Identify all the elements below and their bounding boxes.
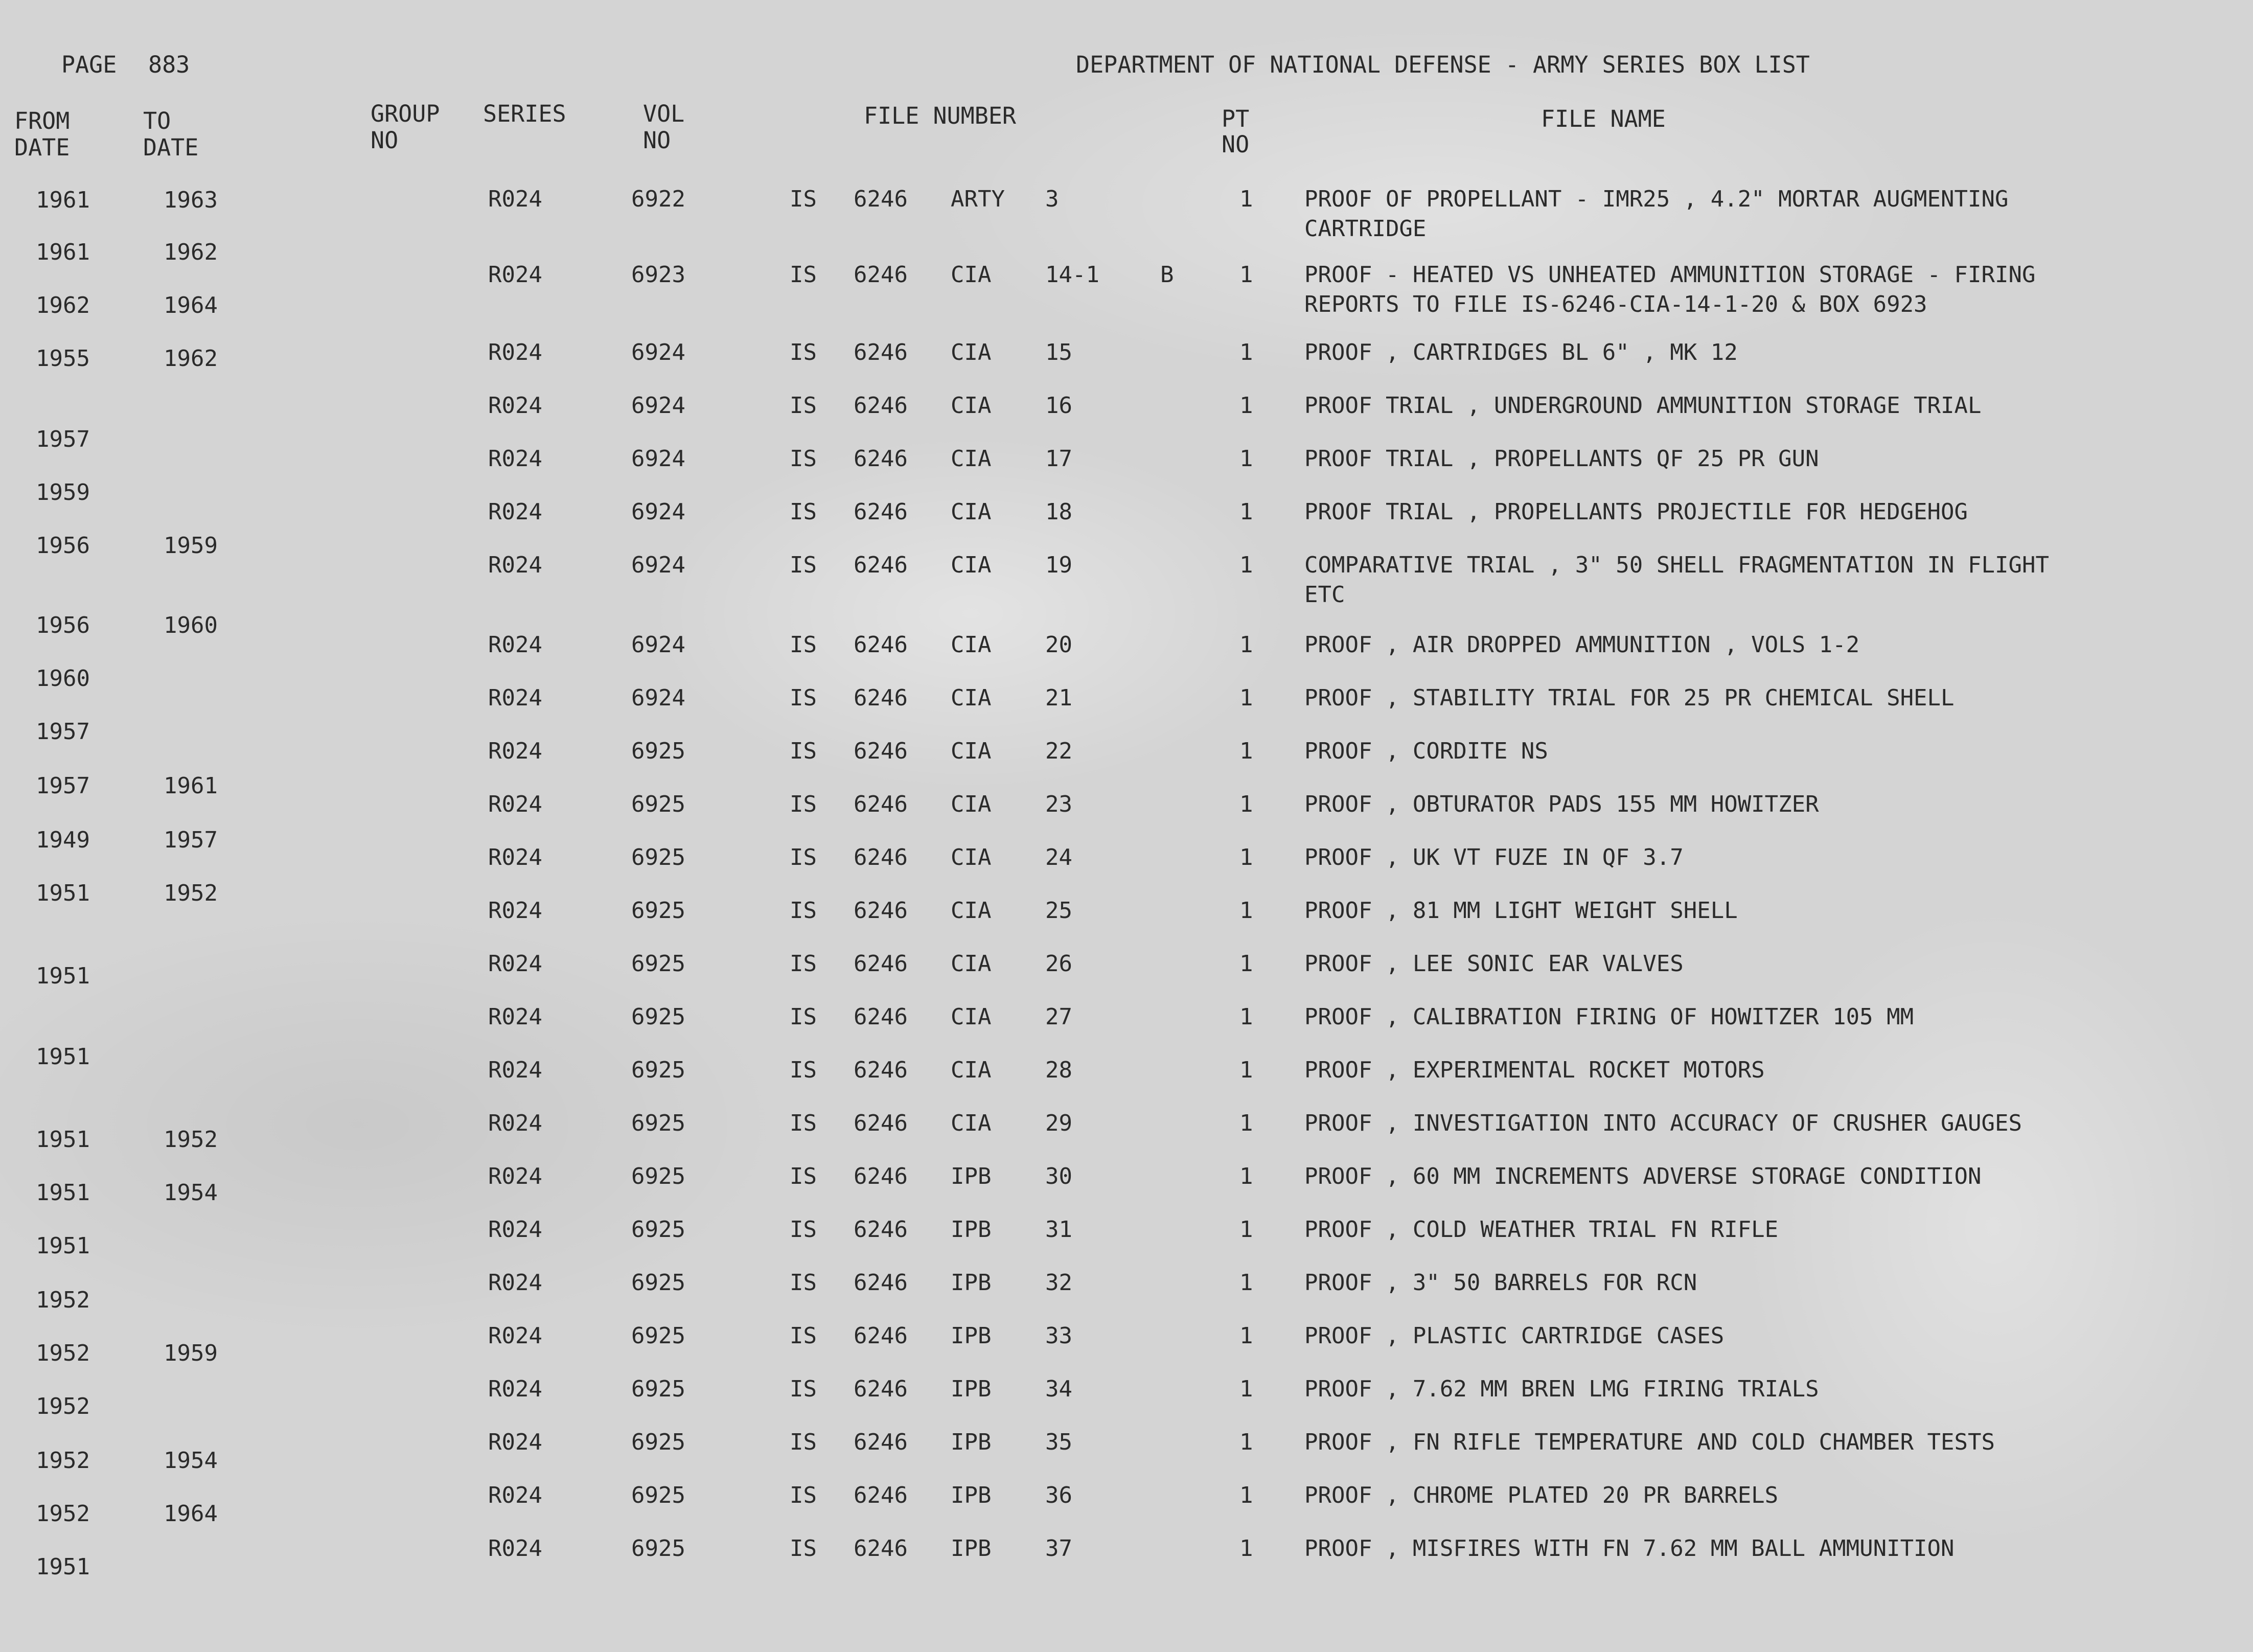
file-number-cell: 6246 [854,446,908,472]
series-cell: R024 [488,499,542,525]
file-code-cell: IPB [951,1429,992,1455]
file-subnumber-cell: 28 [1045,1057,1072,1083]
to-date: 1962 [164,346,218,372]
file-subnumber-cell: 31 [1045,1217,1072,1243]
header-to-date-line1: TO [143,107,171,134]
vol-no-cell: 6924 [631,685,685,711]
to-date: 1963 [164,187,218,213]
from-date: 1951 [36,963,90,989]
vol-no-cell: 6924 [631,499,685,525]
series-cell: R024 [488,446,542,472]
to-date: 1962 [164,239,218,265]
file-subnumber-cell: 30 [1045,1163,1072,1189]
file-prefix-cell: IS [790,844,817,870]
from-date: 1952 [36,1393,90,1419]
series-cell: R024 [488,685,542,711]
file-code-cell: CIA [951,1110,992,1136]
to-date: 1954 [164,1448,218,1474]
pt-no-cell: 1 [1239,186,1253,212]
file-prefix-cell: IS [790,1110,817,1136]
vol-no-cell: 6925 [631,1217,685,1243]
file-number-cell: 6246 [854,685,908,711]
file-subnumber-cell: 37 [1045,1535,1072,1562]
file-name-cell [1304,1431,1995,1454]
vol-no-cell: 6924 [631,393,685,419]
pt-no-cell: 1 [1239,262,1253,288]
file-code-cell: IPB [951,1323,992,1349]
header-to-date-line2: DATE [143,134,199,161]
file-prefix-cell: IS [790,186,817,212]
file-name-line1: PROOF , INVESTIGATION INTO ACCURACY OF CRUSHER GAUGES [1304,1110,2022,1136]
series-cell: R024 [488,951,542,977]
file-name-cell [1304,846,1684,869]
file-prefix-cell: IS [790,1482,817,1508]
header-file-name: FILE NAME [1541,105,1666,132]
series-cell: R024 [488,844,542,870]
vol-no-cell: 6925 [631,791,685,817]
file-code-cell: IPB [951,1163,992,1189]
file-code-cell: IPB [951,1535,992,1562]
from-date: 1951 [36,1233,90,1259]
header-from-date-line2: DATE [14,134,70,161]
pt-no-cell: 1 [1239,791,1253,817]
file-name-line1: PROOF , CHROME PLATED 20 PR BARRELS [1304,1482,1779,1508]
file-number-cell: 6246 [854,339,908,365]
file-subnumber-cell: 14-1 [1045,262,1099,288]
file-number-cell: 6246 [854,738,908,764]
file-prefix-cell: IS [790,791,817,817]
file-prefix-cell: IS [790,446,817,472]
file-name-line1: PROOF , CALIBRATION FIRING OF HOWITZER 105 MM [1304,1004,1914,1030]
file-name-cell [1304,1378,1819,1401]
file-name-cell [1304,1535,1955,1562]
series-cell: R024 [488,1482,542,1508]
file-number-cell: 6246 [854,1004,908,1030]
vol-no-cell: 6925 [631,1270,685,1296]
file-number-cell: 6246 [854,1270,908,1296]
header-group-no-line2: NO [371,127,399,154]
file-name-line1: PROOF OF PROPELLANT - IMR25 , 4.2" MORTAR AUGMENTING [1304,186,2009,212]
pt-no-cell: 1 [1239,1217,1253,1243]
vol-no-cell: 6924 [631,339,685,365]
series-cell: R024 [488,339,542,365]
pt-no-cell: 1 [1239,1004,1253,1030]
series-cell: R024 [488,738,542,764]
file-name-cell [1304,448,1819,470]
file-name-cell [1304,188,2009,240]
header-pt-no-line2: NO [1222,131,1250,158]
pt-no-cell: 1 [1239,738,1253,764]
to-date: 1952 [164,1127,218,1153]
pt-no-cell: 1 [1239,898,1253,924]
file-subnumber-cell: 23 [1045,791,1072,817]
series-cell: R024 [488,1057,542,1083]
file-name-line1: PROOF , 81 MM LIGHT WEIGHT SHELL [1304,898,1738,924]
from-date: 1952 [36,1287,90,1313]
from-date: 1956 [36,612,90,638]
file-subnumber-cell: 17 [1045,446,1072,472]
file-code-cell: IPB [951,1217,992,1243]
file-name-line1: PROOF , EXPERIMENTAL ROCKET MOTORS [1304,1057,1765,1083]
file-name-line1: PROOF , 60 MM INCREMENTS ADVERSE STORAGE CONDITION [1304,1163,1982,1189]
pt-no-cell: 1 [1239,951,1253,977]
file-name-line1: PROOF , PLASTIC CARTRIDGE CASES [1304,1323,1725,1349]
file-name-line1: PROOF TRIAL , PROPELLANTS PROJECTILE FOR HEDGEHOG [1304,499,1968,525]
file-number-cell: 6246 [854,499,908,525]
to-date: 1964 [164,1501,218,1527]
file-code-cell: IPB [951,1376,992,1402]
file-code-cell: IPB [951,1482,992,1508]
file-name-cell [1304,501,1968,523]
file-number-cell: 6246 [854,1535,908,1562]
file-number-cell: 6246 [854,1163,908,1189]
file-prefix-cell: IS [790,262,817,288]
from-date: 1952 [36,1501,90,1527]
file-name-cell [1304,554,2049,606]
pt-no-cell: 1 [1239,446,1253,472]
file-name-cell [1304,264,2035,316]
file-number-cell: 6246 [854,951,908,977]
file-name-cell [1304,1165,1982,1188]
file-subnumber-cell: 18 [1045,499,1072,525]
pt-no-cell: 1 [1239,1270,1253,1296]
file-name-cell [1304,687,1955,709]
file-prefix-cell: IS [790,1270,817,1296]
file-name-cell [1304,793,1819,816]
pt-no-cell: 1 [1239,1163,1253,1189]
page-label: PAGE [61,51,117,78]
file-code-cell: CIA [951,446,992,472]
file-name-cell [1304,1112,2022,1135]
series-cell: R024 [488,1429,542,1455]
file-number-cell: 6246 [854,186,908,212]
file-code-cell: CIA [951,393,992,419]
file-prefix-cell: IS [790,339,817,365]
from-date: 1952 [36,1448,90,1474]
series-cell: R024 [488,1004,542,1030]
vol-no-cell: 6925 [631,898,685,924]
file-code-cell: CIA [951,1057,992,1083]
file-code-cell: CIA [951,339,992,365]
file-subnumber-cell: 33 [1045,1323,1072,1349]
vol-no-cell: 6925 [631,1057,685,1083]
series-cell: R024 [488,1376,542,1402]
file-name-line1: PROOF , COLD WEATHER TRIAL FN RIFLE [1304,1217,1779,1243]
vol-no-cell: 6925 [631,1376,685,1402]
pt-no-cell: 1 [1239,1482,1253,1508]
from-date: 1955 [36,346,90,372]
file-code-cell: CIA [951,738,992,764]
series-cell: R024 [488,791,542,817]
file-name-line1: PROOF , 7.62 MM BREN LMG FIRING TRIALS [1304,1376,1819,1402]
file-name-cell [1304,740,1548,763]
file-code-cell: CIA [951,791,992,817]
file-number-cell: 6246 [854,1429,908,1455]
file-code-cell: CIA [951,685,992,711]
file-prefix-cell: IS [790,632,817,658]
file-number-cell: 6246 [854,1376,908,1402]
file-name-line1: PROOF , 3" 50 BARRELS FOR RCN [1304,1270,1697,1296]
file-prefix-cell: IS [790,1429,817,1455]
file-name-cell [1304,634,1859,656]
file-prefix-cell: IS [790,499,817,525]
file-name-cell [1304,1484,1778,1507]
header-group-no-line1: GROUP [371,100,440,127]
to-date: 1959 [164,533,218,559]
pt-no-cell: 1 [1239,552,1253,578]
series-cell: R024 [488,1535,542,1562]
file-subnumber-cell: 25 [1045,898,1072,924]
file-subnumber-cell: 29 [1045,1110,1072,1136]
file-prefix-cell: IS [790,1163,817,1189]
vol-no-cell: 6925 [631,1004,685,1030]
pt-no-cell: 1 [1239,844,1253,870]
pt-no-cell: 1 [1239,1057,1253,1083]
header-series: SERIES [483,100,566,127]
file-prefix-cell: IS [790,1323,817,1349]
from-date: 1956 [36,533,90,559]
series-cell: R024 [488,632,542,658]
file-number-cell: 6246 [854,898,908,924]
file-code-cell: CIA [951,898,992,924]
file-subnumber-cell: 35 [1045,1429,1072,1455]
series-cell: R024 [488,186,542,212]
pt-no-cell: 1 [1239,1535,1253,1562]
from-date: 1962 [36,292,90,318]
file-prefix-cell: IS [790,1217,817,1243]
vol-no-cell: 6924 [631,446,685,472]
from-date: 1951 [36,1127,90,1153]
file-flag-cell: B [1160,262,1174,288]
to-date: 1959 [164,1340,218,1366]
from-date: 1951 [36,1554,90,1580]
from-date: 1951 [36,1180,90,1206]
vol-no-cell: 6925 [631,844,685,870]
series-cell: R024 [488,1323,542,1349]
file-number-cell: 6246 [854,844,908,870]
file-code-cell: CIA [951,632,992,658]
file-number-cell: 6246 [854,1217,908,1243]
file-number-cell: 6246 [854,393,908,419]
series-cell: R024 [488,898,542,924]
file-subnumber-cell: 22 [1045,738,1072,764]
file-subnumber-cell: 21 [1045,685,1072,711]
file-prefix-cell: IS [790,951,817,977]
pt-no-cell: 1 [1239,499,1253,525]
page-number: 883 [148,51,190,78]
header-file-number: FILE NUMBER [864,102,1017,129]
vol-no-cell: 6923 [631,262,685,288]
file-prefix-cell: IS [790,738,817,764]
file-subnumber-cell: 19 [1045,552,1072,578]
pt-no-cell: 1 [1239,393,1253,419]
file-prefix-cell: IS [790,552,817,578]
series-cell: R024 [488,262,542,288]
series-cell: R024 [488,1270,542,1296]
file-subnumber-cell: 20 [1045,632,1072,658]
file-name-cell [1304,1325,1724,1347]
file-code-cell: CIA [951,1004,992,1030]
vol-no-cell: 6925 [631,951,685,977]
from-date: 1960 [36,666,90,692]
file-name-cell [1304,1006,1914,1028]
file-name-line1: PROOF , FN RIFLE TEMPERATURE AND COLD CHAMBER TESTS [1304,1429,1995,1455]
from-date: 1952 [36,1340,90,1366]
file-code-cell: CIA [951,552,992,578]
to-date: 1954 [164,1180,218,1206]
file-name-cell [1304,900,1738,922]
pt-no-cell: 1 [1239,1376,1253,1402]
pt-no-cell: 1 [1239,339,1253,365]
file-number-cell: 6246 [854,1057,908,1083]
series-cell: R024 [488,1163,542,1189]
to-date: 1957 [164,827,218,853]
file-subnumber-cell: 27 [1045,1004,1072,1030]
file-subnumber-cell: 24 [1045,844,1072,870]
file-name-cell [1304,341,1738,364]
file-name-cell [1304,953,1684,975]
file-name-line1: PROOF TRIAL , UNDERGROUND AMMUNITION STORAGE TRIAL [1304,393,1982,419]
from-date: 1957 [36,719,90,745]
file-name-cell [1304,1219,1778,1241]
file-name-line1: PROOF , UK VT FUZE IN QF 3.7 [1304,844,1684,870]
file-number-cell: 6246 [854,1323,908,1349]
from-date: 1961 [36,187,90,213]
file-prefix-cell: IS [790,898,817,924]
to-date: 1952 [164,880,218,906]
header-from-date-line1: FROM [14,107,70,134]
pt-no-cell: 1 [1239,632,1253,658]
vol-no-cell: 6922 [631,186,685,212]
file-code-cell: IPB [951,1270,992,1296]
file-prefix-cell: IS [790,1376,817,1402]
file-name-line2: REPORTS TO FILE IS-6246-CIA-14-1-20 & BOX 6923 [1304,291,1927,317]
header-vol-no-line2: NO [643,127,671,154]
file-name-line1: PROOF , LEE SONIC EAR VALVES [1304,951,1684,977]
file-name-line1: PROOF - HEATED VS UNHEATED AMMUNITION STORAGE - FIRING [1304,262,2036,288]
series-cell: R024 [488,1110,542,1136]
file-subnumber-cell: 36 [1045,1482,1072,1508]
page-title: DEPARTMENT OF NATIONAL DEFENSE - ARMY SERIES BOX LIST [1076,51,1810,78]
series-cell: R024 [488,1217,542,1243]
file-name-line1: COMPARATIVE TRIAL , 3" 50 SHELL FRAGMENTATION IN FLIGHT [1304,552,2049,578]
header-vol-no-line1: VOL [643,100,685,127]
pt-no-cell: 1 [1239,1429,1253,1455]
from-date: 1949 [36,827,90,853]
to-date: 1960 [164,612,218,638]
file-name-line1: PROOF , CARTRIDGES BL 6" , MK 12 [1304,339,1738,365]
file-subnumber-cell: 34 [1045,1376,1072,1402]
file-subnumber-cell: 15 [1045,339,1072,365]
vol-no-cell: 6925 [631,1163,685,1189]
file-prefix-cell: IS [790,1535,817,1562]
file-code-cell: CIA [951,951,992,977]
file-code-cell: CIA [951,499,992,525]
from-date: 1951 [36,880,90,906]
file-subnumber-cell: 32 [1045,1270,1072,1296]
file-number-cell: 6246 [854,1110,908,1136]
vol-no-cell: 6925 [631,1323,685,1349]
vol-no-cell: 6925 [631,1429,685,1455]
series-cell: R024 [488,552,542,578]
from-date: 1961 [36,239,90,265]
from-date: 1957 [36,426,90,452]
file-subnumber-cell: 26 [1045,951,1072,977]
file-name-line1: PROOF , STABILITY TRIAL FOR 25 PR CHEMICAL SHELL [1304,685,1955,711]
file-code-cell: ARTY [951,186,1005,212]
file-number-cell: 6246 [854,262,908,288]
file-name-cell [1304,1272,1697,1294]
file-name-line1: PROOF , AIR DROPPED AMMUNITION , VOLS 1-2 [1304,632,1860,658]
from-date: 1959 [36,479,90,506]
file-prefix-cell: IS [790,685,817,711]
pt-no-cell: 1 [1239,1323,1253,1349]
file-code-cell: CIA [951,262,992,288]
vol-no-cell: 6925 [631,1110,685,1136]
file-name-line1: PROOF , CORDITE NS [1304,738,1548,764]
file-number-cell: 6246 [854,1482,908,1508]
to-date: 1964 [164,292,218,318]
to-date: 1961 [164,773,218,799]
pt-no-cell: 1 [1239,1110,1253,1136]
file-name-line1: PROOF , MISFIRES WITH FN 7.62 MM BALL AMMUNITION [1304,1535,1955,1562]
file-name-line1: PROOF TRIAL , PROPELLANTS QF 25 PR GUN [1304,446,1819,472]
from-date: 1951 [36,1044,90,1070]
series-cell: R024 [488,393,542,419]
file-name-line2: ETC [1304,582,1345,608]
file-prefix-cell: IS [790,1004,817,1030]
vol-no-cell: 6925 [631,1535,685,1562]
from-date: 1957 [36,773,90,799]
vol-no-cell: 6924 [631,552,685,578]
file-name-cell [1304,395,1982,417]
vol-no-cell: 6925 [631,1482,685,1508]
vol-no-cell: 6925 [631,738,685,764]
vol-no-cell: 6924 [631,632,685,658]
file-name-line2: CARTRIDGE [1304,216,1427,242]
file-prefix-cell: IS [790,393,817,419]
pt-no-cell: 1 [1239,685,1253,711]
file-prefix-cell: IS [790,1057,817,1083]
file-number-cell: 6246 [854,791,908,817]
file-number-cell: 6246 [854,552,908,578]
file-name-line1: PROOF , OBTURATOR PADS 155 MM HOWITZER [1304,791,1819,817]
header-pt-no-line1: PT [1222,105,1250,132]
file-subnumber-cell: 3 [1045,186,1059,212]
file-subnumber-cell: 16 [1045,393,1072,419]
file-name-cell [1304,1059,1765,1082]
file-number-cell: 6246 [854,632,908,658]
file-code-cell: CIA [951,844,992,870]
